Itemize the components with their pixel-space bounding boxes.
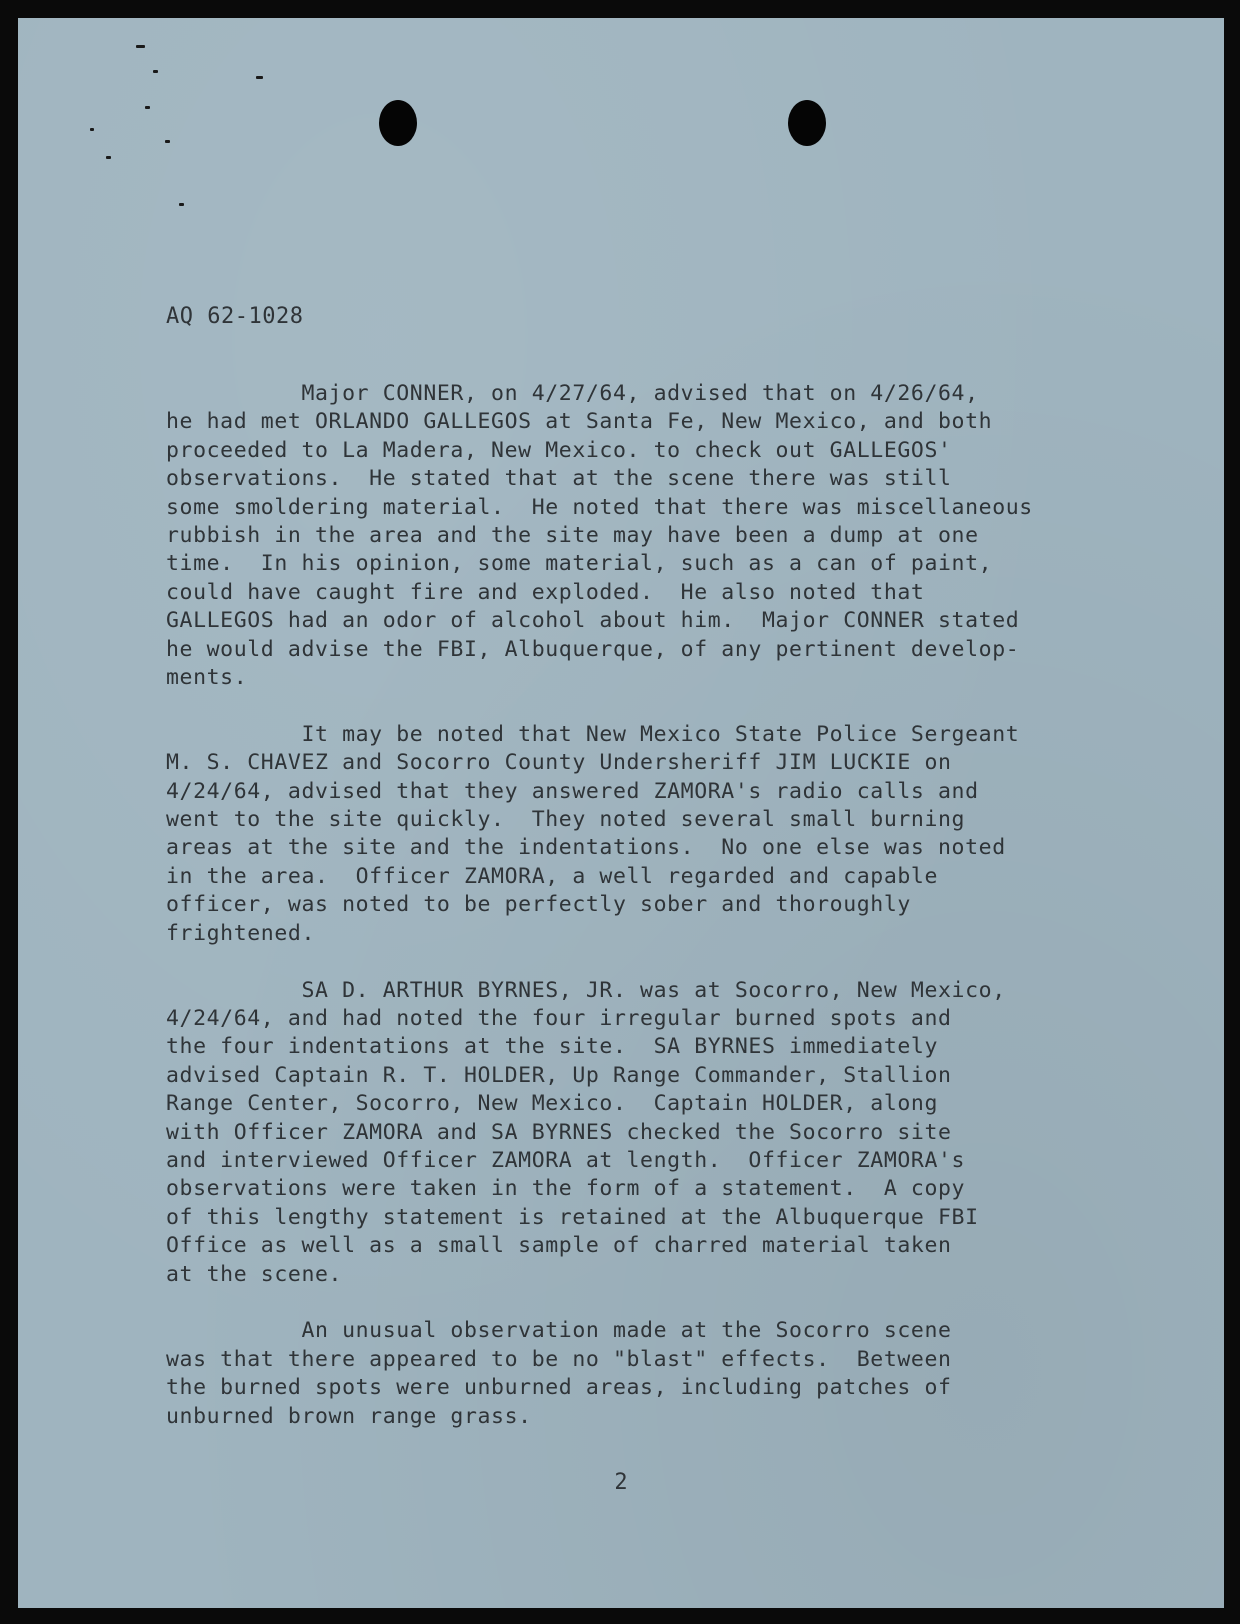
paper-speck (179, 203, 184, 206)
paper-speck (90, 128, 94, 131)
paragraph-observation: An unusual observation made at the Socorro scene was that there appeared to be no "blast" effects. Between the burned spots were unburned areas, including patches of unburned brown range grass. (166, 1318, 952, 1429)
document-page (18, 18, 1224, 1608)
page-number: 2 (614, 1470, 628, 1495)
paper-speck (145, 106, 150, 109)
document-body (166, 380, 1166, 1459)
paper-speck (106, 156, 111, 159)
paper-speck (153, 70, 158, 73)
paper-speck (256, 76, 263, 79)
paragraph-byrnes: SA D. ARTHUR BYRNES, JR. was at Socorro, New Mexico, 4/24/64, and had noted the four irregular burned spots and the four indentations at the site. SA BYRNES immediately advised Captain R. T. HOLDER, Up Range Commander, Stallion Range Center, Socorro, New Mexico. Captain HOLDER, along with Officer ZAMORA and SA BYRNES checked the Socorro site and interviewed Officer ZAMORA at length. Officer ZAMORA's observations were taken in the form of a statement. A copy of this lengthy statement is retained at the Albuquerque FBI Office as well as a small sample of charred material taken at the scene. (166, 977, 1006, 1287)
paragraph-conner: Major CONNER, on 4/27/64, advised that on 4/26/64, he had met ORLANDO GALLEGOS at Santa Fe, New Mexico, and both proceeded to La Madera, New Mexico. to check out GALLEGOS' observations. He stated that at the scene there was still some smoldering material. He noted that there was miscellaneous rubbish in the area and the site may have been a dump at one time. In his opinion, some material, such as a can of paint, could have caught fire and exploded. He also noted that GALLEGOS had an odor of alcohol about him. Major CONNER stated he would advise the FBI, Albuquerque, of any pertinent develop- ments. (166, 381, 1033, 691)
punch-hole-left (379, 100, 417, 146)
punch-hole-right (788, 100, 826, 146)
file-number: AQ 62-1028 (166, 304, 304, 329)
paper-speck (165, 140, 170, 143)
paper-speck (136, 45, 145, 48)
paragraph-chavez-luckie: It may be noted that New Mexico State Police Sergeant M. S. CHAVEZ and Socorro County Undersheriff JIM LUCKIE on 4/24/64, advised that they answered ZAMORA's radio calls and went to the site quickly. They noted several small burning areas at the site and the indentations. No one else was noted in the area. Officer ZAMORA, a well regarded and capable officer, was noted to be perfectly sober and thoroughly frightened. (166, 721, 1020, 946)
